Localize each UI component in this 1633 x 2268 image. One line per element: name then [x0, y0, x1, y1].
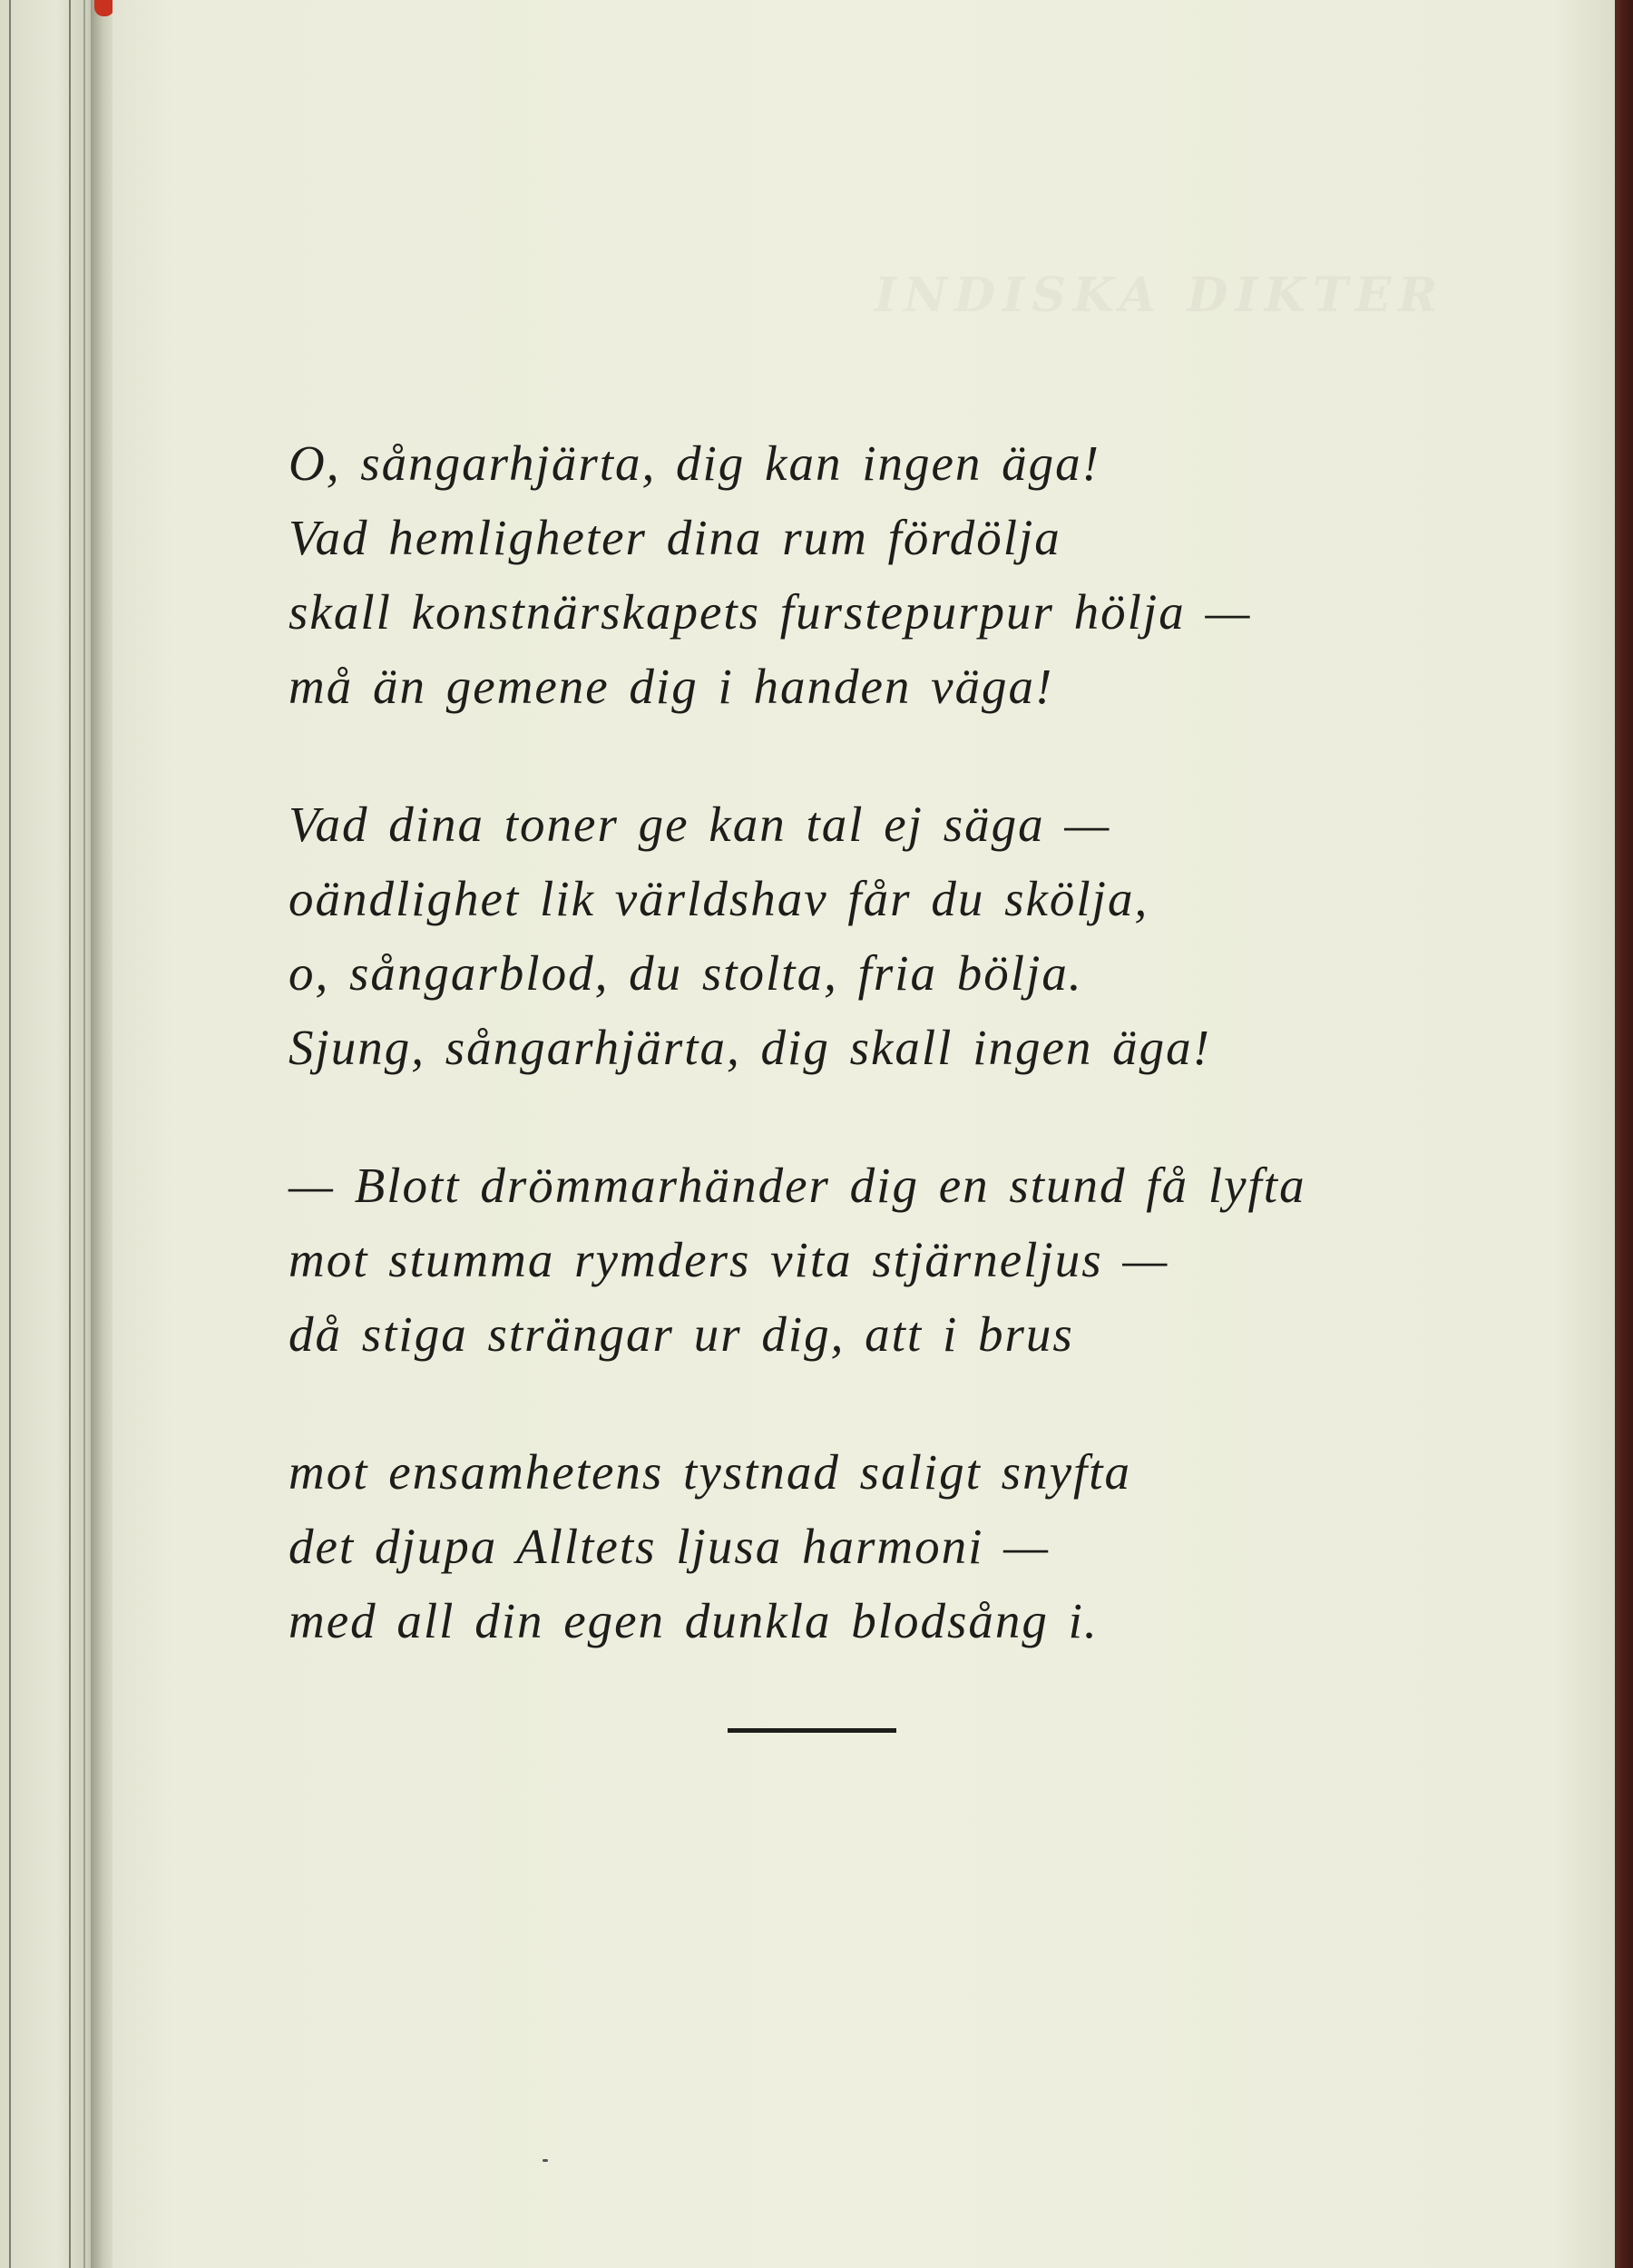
poem-line: då stiga strängar ur dig, att i brus [288, 1306, 1074, 1362]
poem-line: det djupa Alltets ljusa harmoni — [288, 1519, 1051, 1574]
end-rule [728, 1728, 896, 1733]
poem-line: oändlighet lik världshav får du skölja, [288, 871, 1149, 926]
poem-line: mot stumma rymders vita stjärneljus — [288, 1232, 1169, 1287]
poem-line: mot ensamhetens tystnad saligt snyfta [288, 1444, 1132, 1500]
red-corner-mark [94, 0, 114, 16]
stanza-3 [288, 1149, 1413, 1372]
poem-line: med all din egen dunkla blodsång i. [288, 1593, 1099, 1648]
stanza-4 [288, 1435, 1413, 1658]
page-edge-line [83, 0, 85, 2268]
poem [288, 426, 1413, 1722]
poem-line: Sjung, sångarhjärta, dig skall ingen äga! [288, 1020, 1211, 1075]
page-edge-line [9, 0, 11, 2268]
stanza-2 [288, 787, 1413, 1085]
poem-line: skall konstnärskapets furstepurpur hölja — [288, 584, 1252, 640]
page-edge-line [69, 0, 71, 2268]
poem-line: o, sångarblod, du stolta, fria bölja. [288, 945, 1083, 1001]
stanza-1 [288, 426, 1413, 724]
poem-line: — Blott drömmarhänder dig en stund få lyfta [288, 1158, 1306, 1213]
show-through-heading: INDISKA DIKTER [875, 268, 1445, 323]
poem-line: må än gemene dig i handen väga! [288, 659, 1054, 714]
cover-edge [1615, 0, 1633, 2268]
poem-line: O, sångarhjärta, dig kan ingen äga! [288, 435, 1100, 491]
left-page-edge [0, 0, 102, 2268]
poem-line: Vad dina toner ge kan tal ej säga — [288, 797, 1111, 852]
poem-line: Vad hemligheter dina rum fördölja [288, 510, 1061, 565]
paper-speck [543, 2159, 548, 2162]
